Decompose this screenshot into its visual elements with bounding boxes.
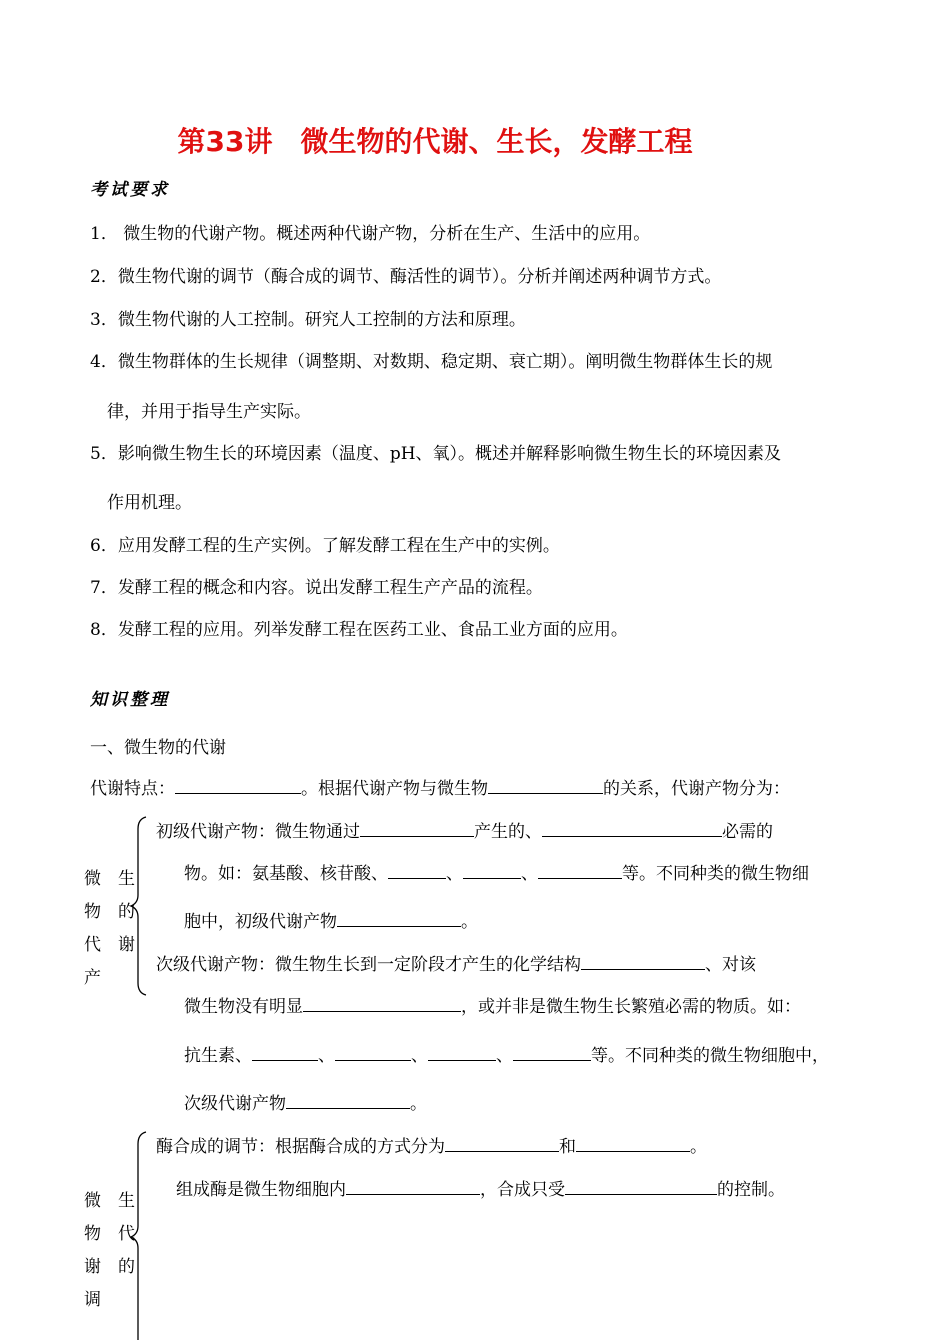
exam-item-7: 7．发酵工程的概念和内容。说出发酵工程生产产品的流程。 [90, 578, 543, 598]
blank-field [335, 1045, 411, 1061]
left-brace-icon [128, 1130, 150, 1340]
blank-field [576, 1136, 690, 1152]
left-brace-icon [128, 815, 150, 997]
section-1-heading: 一、微生物的代谢 [90, 738, 226, 758]
exam-item-5-cont: 作用机理。 [107, 493, 192, 513]
secondary-metabolite-line-4: 次级代谢产物 。 [184, 1094, 427, 1114]
blank-field [346, 1179, 480, 1195]
primary-metabolite-line-3: 胞中，初级代谢产物 。 [184, 912, 478, 932]
blank-field [303, 996, 461, 1012]
blank-field [538, 863, 622, 879]
blank-field [463, 863, 521, 879]
blank-field [252, 1045, 318, 1061]
blank-field [360, 821, 474, 837]
blank-field [388, 863, 446, 879]
side-label-regulation: 微 生 物 代 谢 的 调 [84, 1191, 135, 1310]
blank-field [542, 821, 722, 837]
enzyme-synthesis-line-2: 组成酶是微生物细胞内 ，合成只受 的控制。 [176, 1180, 785, 1200]
secondary-metabolite-line-2: 微生物没有明显 ，或并非是微生物生长繁殖必需的物质。如： [184, 997, 801, 1017]
blank-field [175, 778, 301, 794]
exam-item-6: 6．应用发酵工程的生产实例。了解发酵工程在生产中的实例。 [90, 536, 560, 556]
exam-item-4: 4．微生物群体的生长规律（调整期、对数期、稳定期、衰亡期）。阐明微生物群体生长的规 [90, 352, 773, 372]
exam-requirements-heading: 考试要求 [90, 180, 170, 200]
blank-field [581, 954, 705, 970]
blank-field [428, 1045, 496, 1061]
primary-metabolite-line-2: 物。如：氨基酸、核苷酸、 、 、 等。不同种类的微生物细 [184, 864, 809, 884]
blank-field [337, 911, 461, 927]
blank-field [565, 1179, 717, 1195]
side-label-metabolites: 微 生 物 的 代 谢 产 [84, 869, 135, 988]
primary-metabolite-line-1: 初级代谢产物：微生物通过 产生的、 必需的 [156, 822, 773, 842]
exam-item-1: 1． 微生物的代谢产物。概述两种代谢产物，分析在生产、生活中的应用。 [90, 224, 651, 244]
exam-item-3: 3．微生物代谢的人工控制。研究人工控制的方法和原理。 [90, 310, 526, 330]
blank-field [513, 1045, 591, 1061]
secondary-metabolite-line-1: 次级代谢产物：微生物生长到一定阶段才产生的化学结构 、对该 [156, 955, 756, 975]
exam-item-4-cont: 律，并用于指导生产实际。 [107, 402, 311, 422]
exam-item-2: 2．微生物代谢的调节（酶合成的调节、酶活性的调节）。分析并阐述两种调节方式。 [90, 267, 722, 287]
knowledge-heading: 知识整理 [90, 690, 170, 710]
exam-item-8: 8．发酵工程的应用。列举发酵工程在医药工业、食品工业方面的应用。 [90, 620, 628, 640]
exam-item-5: 5．影响微生物生长的环境因素（温度、pH、氧）。概述并解释影响微生物生长的环境因素及 [90, 444, 782, 464]
enzyme-synthesis-line-1: 酶合成的调节：根据酶合成的方式分为 和 。 [156, 1137, 707, 1157]
metabolism-features-line: 代谢特点： 。根据代谢产物与微生物 的关系，代谢产物分为： [90, 779, 790, 799]
blank-field [488, 778, 603, 794]
page-title: 第33讲 微生物的代谢、生长，发酵工程 [177, 125, 693, 158]
blank-field [286, 1093, 410, 1109]
secondary-metabolite-line-3: 抗生素、 、 、 、 等。不同种类的微生物细胞中， [184, 1046, 829, 1066]
blank-field [445, 1136, 559, 1152]
